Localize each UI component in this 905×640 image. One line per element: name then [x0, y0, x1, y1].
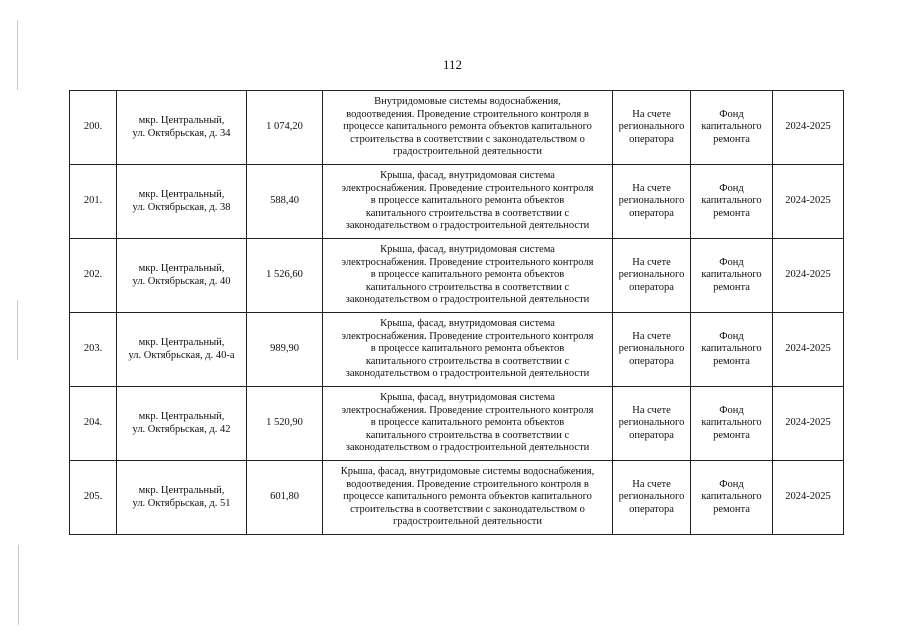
area-cell: 1 074,20 [247, 91, 323, 165]
works-line: капитального строительства в соответствии с [365, 207, 570, 219]
works-line: законодательством о градостроительной деятельности [345, 294, 590, 306]
fund-line: ремонта [713, 133, 750, 145]
account-line: На счете [632, 256, 671, 268]
works-cell [323, 387, 613, 461]
row-number: 200. [70, 91, 117, 165]
works-line: градостроительной деятельности [392, 516, 543, 528]
address-cell [117, 91, 247, 165]
table-body [70, 91, 844, 535]
works-line: электроснабжения. Проведение строительного контроля [341, 182, 594, 194]
account-cell [613, 387, 691, 461]
account-line: оператора [629, 429, 674, 441]
fund-line: капитального [701, 343, 762, 355]
account-line: оператора [629, 133, 674, 145]
capital-repair-table [69, 90, 844, 535]
address-line: ул. Октябрьская, д. 40 [132, 275, 231, 287]
works-cell [323, 165, 613, 239]
scan-mark [17, 20, 18, 90]
row-number: 202. [70, 239, 117, 313]
address-line: мкр. Центральный, [138, 336, 225, 348]
works-line: в процессе капитального ремонта объектов [370, 343, 565, 355]
account-cell [613, 461, 691, 535]
fund-cell [691, 461, 773, 535]
table-row [70, 313, 844, 387]
account-line: регионального [618, 343, 685, 355]
fund-cell [691, 239, 773, 313]
account-line: На счете [632, 478, 671, 490]
account-line: оператора [629, 503, 674, 515]
works-line: строительства в соответствии с законодательством о [350, 503, 585, 515]
address-line: мкр. Центральный, [138, 188, 225, 200]
address-cell [117, 461, 247, 535]
works-line: законодательством о градостроительной деятельности [345, 220, 590, 232]
works-cell [323, 239, 613, 313]
fund-line: Фонд [719, 182, 744, 194]
address-line: ул. Октябрьская, д. 34 [132, 127, 231, 139]
works-line: капитального строительства в соответствии с [365, 429, 570, 441]
account-line: регионального [618, 269, 685, 281]
works-line: в процессе капитального ремонта объектов [370, 417, 565, 429]
account-line: На счете [632, 404, 671, 416]
fund-line: капитального [701, 269, 762, 281]
area-cell: 1 526,60 [247, 239, 323, 313]
account-line: оператора [629, 355, 674, 367]
works-line: Крыша, фасад, внутридомовые системы водоснабжения, [340, 466, 595, 478]
fund-line: ремонта [713, 503, 750, 515]
works-line: электроснабжения. Проведение строительного контроля [341, 330, 594, 342]
fund-line: капитального [701, 491, 762, 503]
account-line: На счете [632, 182, 671, 194]
account-line: На счете [632, 108, 671, 120]
works-cell [323, 461, 613, 535]
address-line: мкр. Центральный, [138, 114, 225, 126]
fund-line: капитального [701, 417, 762, 429]
account-line: регионального [618, 195, 685, 207]
table-row [70, 91, 844, 165]
period-cell: 2024-2025 [773, 461, 844, 535]
works-line: электроснабжения. Проведение строительного контроля [341, 404, 594, 416]
fund-line: Фонд [719, 404, 744, 416]
works-line: Крыша, фасад, внутридомовая система [380, 392, 555, 404]
period-cell: 2024-2025 [773, 313, 844, 387]
fund-cell [691, 91, 773, 165]
address-line: мкр. Центральный, [138, 484, 225, 496]
address-line: мкр. Центральный, [138, 410, 225, 422]
works-line: в процессе капитального ремонта объектов [370, 269, 565, 281]
works-line: законодательством о градостроительной деятельности [345, 368, 590, 380]
address-line: ул. Октябрьская, д. 38 [132, 201, 231, 213]
row-number: 204. [70, 387, 117, 461]
fund-line: Фонд [719, 256, 744, 268]
area-cell: 1 520,90 [247, 387, 323, 461]
works-line: капитального строительства в соответствии с [365, 355, 570, 367]
scan-mark [18, 545, 19, 625]
works-cell [323, 313, 613, 387]
works-line: Крыша, фасад, внутридомовая система [380, 318, 555, 330]
area-cell: 989,90 [247, 313, 323, 387]
fund-line: капитального [701, 195, 762, 207]
address-line: мкр. Центральный, [138, 262, 225, 274]
works-line: водоотведения. Проведение строительного контроля в [346, 108, 589, 120]
fund-line: капитального [701, 121, 762, 133]
fund-line: ремонта [713, 207, 750, 219]
row-number: 203. [70, 313, 117, 387]
period-cell: 2024-2025 [773, 239, 844, 313]
period-cell: 2024-2025 [773, 91, 844, 165]
works-line: водоотведения. Проведение строительного контроля в [346, 478, 589, 490]
account-line: На счете [632, 330, 671, 342]
fund-line: ремонта [713, 281, 750, 293]
works-line: процессе капитального ремонта объектов капитального [343, 491, 592, 503]
fund-cell [691, 313, 773, 387]
account-line: оператора [629, 281, 674, 293]
table-row [70, 239, 844, 313]
account-cell [613, 313, 691, 387]
works-line: Крыша, фасад, внутридомовая система [380, 244, 555, 256]
period-cell: 2024-2025 [773, 387, 844, 461]
fund-cell [691, 165, 773, 239]
address-cell [117, 239, 247, 313]
account-line: регионального [618, 491, 685, 503]
account-line: регионального [618, 121, 685, 133]
address-line: ул. Октябрьская, д. 42 [132, 423, 231, 435]
row-number: 201. [70, 165, 117, 239]
fund-line: ремонта [713, 355, 750, 367]
period-cell: 2024-2025 [773, 165, 844, 239]
works-line: электроснабжения. Проведение строительного контроля [341, 256, 594, 268]
scan-mark [17, 300, 18, 360]
account-line: регионального [618, 417, 685, 429]
table-row [70, 387, 844, 461]
works-cell [323, 91, 613, 165]
table-row [70, 165, 844, 239]
fund-line: Фонд [719, 108, 744, 120]
row-number: 205. [70, 461, 117, 535]
works-line: процессе капитального ремонта объектов капитального [343, 121, 592, 133]
works-line: Внутридомовые системы водоснабжения, [374, 96, 561, 108]
works-line: градостроительной деятельности [392, 146, 543, 158]
fund-line: Фонд [719, 330, 744, 342]
address-line: ул. Октябрьская, д. 51 [132, 497, 231, 509]
works-line: в процессе капитального ремонта объектов [370, 195, 565, 207]
account-line: оператора [629, 207, 674, 219]
table-row [70, 461, 844, 535]
account-cell [613, 91, 691, 165]
works-line: капитального строительства в соответствии с [365, 281, 570, 293]
page-number: 112 [442, 57, 463, 72]
account-cell [613, 239, 691, 313]
works-line: Крыша, фасад, внутридомовая система [380, 170, 555, 182]
address-line: ул. Октябрьская, д. 40-а [128, 349, 235, 361]
works-line: строительства в соответствии с законодательством о [350, 133, 585, 145]
works-line: законодательством о градостроительной деятельности [345, 442, 590, 454]
area-cell: 601,80 [247, 461, 323, 535]
area-cell: 588,40 [247, 165, 323, 239]
fund-line: ремонта [713, 429, 750, 441]
fund-cell [691, 387, 773, 461]
account-cell [613, 165, 691, 239]
fund-line: Фонд [719, 478, 744, 490]
address-cell [117, 165, 247, 239]
address-cell [117, 387, 247, 461]
address-cell [117, 313, 247, 387]
